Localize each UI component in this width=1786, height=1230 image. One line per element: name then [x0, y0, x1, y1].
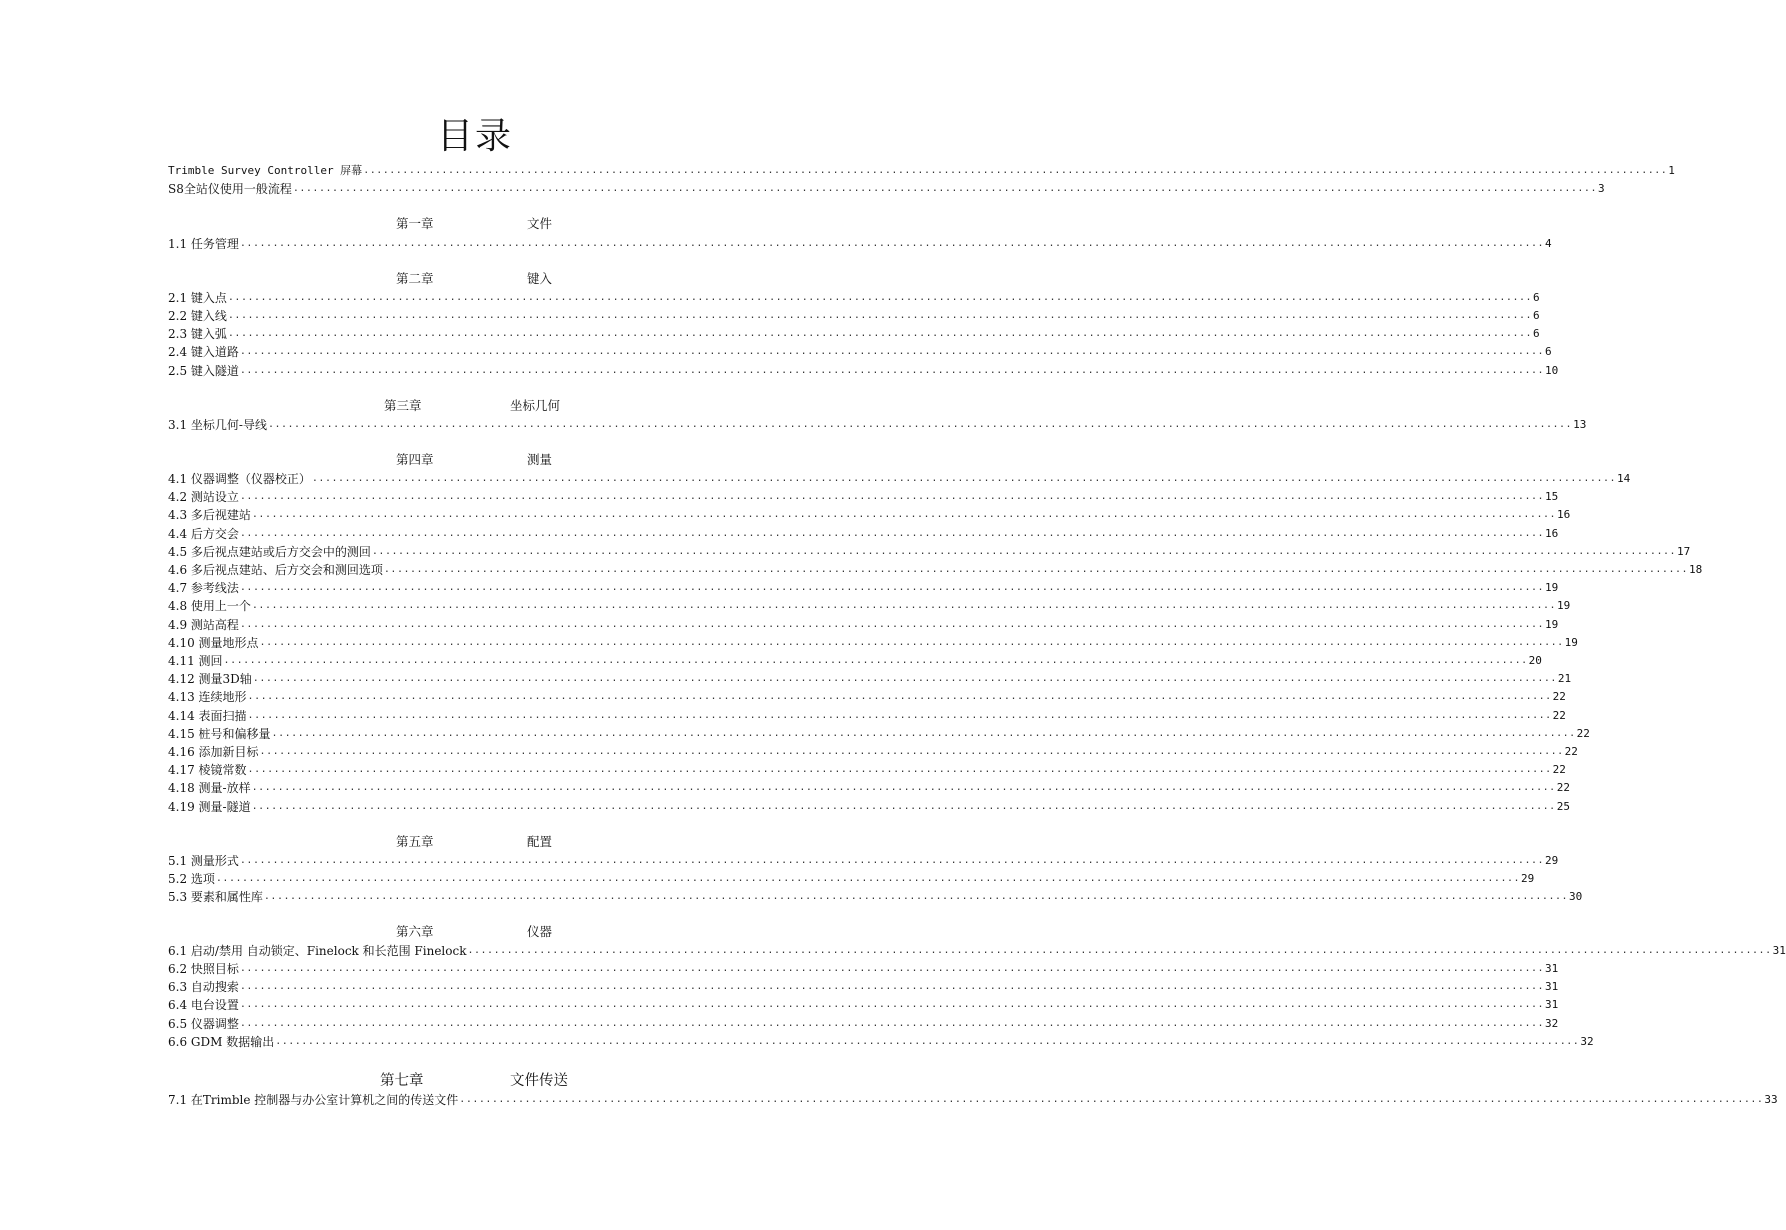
toc-entry-label: 4.10 测量地形点: [168, 635, 259, 650]
toc-entry[interactable]: [168, 886, 1583, 904]
chapter-heading: [168, 450, 782, 468]
toc-entry-page: 6: [1545, 345, 1552, 358]
toc-entry-label: 5.1 测量形式: [168, 854, 239, 868]
chapter-number: 第七章: [380, 1073, 424, 1089]
toc-entry[interactable]: [168, 523, 1559, 541]
toc-entry-label: 4.17 棱镜常数: [168, 763, 247, 778]
chapter-heading: [168, 269, 782, 287]
toc-entry[interactable]: [168, 632, 1578, 650]
toc-entry-label: 4.5 多后视点建站或后方交会中的测回: [168, 544, 371, 559]
chapter-number: 第六章: [396, 924, 434, 939]
leader-dots: ........................................................................................................................................................................................................: [239, 238, 1545, 249]
leader-dots: ........................................................................................................................................................................................................: [252, 673, 1557, 685]
chapter-heading: [168, 832, 782, 850]
toc-entry[interactable]: [168, 360, 1559, 378]
toc-entry-label: 4.12 测量3D轴: [168, 672, 252, 687]
leader-dots: ........................................................................................................................................................................................................: [239, 365, 1545, 376]
toc-entry[interactable]: [168, 958, 1559, 976]
toc-entry-label: 1.1 任务管理: [168, 237, 239, 251]
chapter-number: 第一章: [396, 216, 434, 231]
toc-entry-label: 2.1 键入点: [168, 291, 227, 305]
leader-dots: ........................................................................................................................................................................................................: [239, 999, 1545, 1010]
leader-dots: ........................................................................................................................................................................................................: [271, 727, 1576, 739]
toc-entry[interactable]: [168, 1031, 1594, 1049]
toc-entry-page: 22: [1552, 708, 1566, 722]
toc-entry-label: 4.14 表面扫描: [168, 708, 247, 723]
toc-entry-page: 3: [1597, 182, 1605, 195]
toc-entry[interactable]: [168, 1089, 1778, 1107]
leader-dots: ........................................................................................................................................................................................................: [292, 183, 1597, 194]
leader-dots: ........................................................................................................................................................................................................: [239, 346, 1545, 357]
toc-entry-page: 16: [1545, 526, 1559, 540]
toc-entry-page: 6: [1533, 291, 1540, 304]
toc-entry[interactable]: [168, 595, 1571, 614]
toc-entry-label: 5.3 要素和属性库: [168, 890, 263, 904]
toc-entry-label: 6.6 GDM 数据输出: [168, 1035, 275, 1049]
leader-dots: ........................................................................................................................................................................................................: [459, 1094, 1764, 1105]
chapter-name: 键入: [527, 271, 553, 286]
toc-entry-label: 4.11 测回: [168, 654, 223, 668]
toc-entry-label: 3.1 坐标几何-导线: [168, 418, 267, 432]
leader-dots: ........................................................................................................................................................................................................: [247, 691, 1552, 703]
toc-entry[interactable]: [168, 504, 1571, 523]
toc-entry[interactable]: [168, 777, 1570, 796]
toc-entry[interactable]: [168, 705, 1566, 723]
page-title: 目录: [436, 116, 513, 157]
toc-entry[interactable]: [168, 287, 1540, 305]
chapter-name: 仪器: [527, 924, 553, 939]
toc-entry-page: 31: [1545, 998, 1559, 1011]
toc-entry[interactable]: [168, 976, 1559, 994]
toc-entry-label: 4.16 添加新目标: [168, 745, 259, 759]
toc-entry[interactable]: [168, 559, 1703, 577]
toc-entry[interactable]: [168, 414, 1587, 432]
toc-entry-page: 19: [1545, 581, 1559, 595]
leader-dots: ........................................................................................................................................................................................................: [239, 618, 1545, 630]
toc-entry[interactable]: [168, 341, 1552, 359]
chapter-heading: [168, 1069, 782, 1087]
toc-entry-label: 4.7 参考线法: [168, 581, 239, 596]
leader-dots: ........................................................................................................................................................................................................: [251, 782, 1556, 794]
leader-dots: ........................................................................................................................................................................................................: [259, 636, 1564, 648]
leader-dots: ........................................................................................................................................................................................................: [251, 600, 1557, 612]
toc-entry-page: 13: [1573, 418, 1587, 431]
toc-entry[interactable]: [168, 868, 1535, 886]
toc-entry-page: 32: [1580, 1035, 1594, 1048]
toc-entry[interactable]: [168, 759, 1566, 778]
toc-entry-label: 2.4 键入道路: [168, 345, 239, 359]
leader-dots: ........................................................................................................................................................................................................: [251, 509, 1557, 521]
toc-entry[interactable]: [168, 723, 1590, 741]
leader-dots: ........................................................................................................................................................................................................: [247, 709, 1552, 721]
toc-entry[interactable]: [168, 994, 1559, 1012]
toc-entry[interactable]: [168, 686, 1566, 705]
toc-entry-page: 22: [1552, 690, 1566, 704]
toc-entry[interactable]: [168, 741, 1578, 759]
toc-entry-page: 22: [1552, 763, 1566, 777]
toc-entry-label: 6.2 快照目标: [168, 962, 239, 976]
toc-entry[interactable]: [168, 940, 1786, 958]
toc-entry[interactable]: [168, 796, 1570, 814]
toc-entry-page: 29: [1521, 872, 1535, 885]
toc-entry-page: 14: [1617, 472, 1631, 485]
toc-entry-page: 16: [1557, 508, 1571, 522]
leader-dots: ........................................................................................................................................................................................................: [371, 545, 1677, 557]
toc-entry-page: 15: [1545, 490, 1559, 504]
toc-entry-label: 4.18 测量-放样: [168, 781, 251, 796]
leader-dots: ........................................................................................................................................................................................................: [239, 491, 1545, 503]
toc-entry-label: 4.19 测量-隧道: [168, 799, 251, 814]
toc-entry-page: 31: [1772, 944, 1786, 957]
leader-dots: ........................................................................................................................................................................................................: [239, 963, 1545, 974]
chapter-number: 第五章: [396, 834, 434, 849]
toc-entry[interactable]: [168, 668, 1572, 687]
toc-entry-label: 6.4 电台设置: [168, 998, 239, 1012]
toc-entry-page: 31: [1545, 980, 1559, 993]
toc-entry-page: 10: [1545, 364, 1559, 377]
leader-dots: ........................................................................................................................................................................................................: [363, 165, 1668, 176]
toc-entry-label: 4.13 连续地形: [168, 690, 247, 705]
leader-dots: ........................................................................................................................................................................................................: [227, 310, 1533, 321]
toc-entry[interactable]: [168, 541, 1691, 559]
toc-entry[interactable]: [168, 233, 1552, 251]
leader-dots: ........................................................................................................................................................................................................: [311, 473, 1617, 484]
toc-entry[interactable]: [168, 160, 1675, 178]
toc-entry-label: 4.9 测站高程: [168, 617, 239, 632]
leader-dots: ........................................................................................................................................................................................................: [239, 1018, 1545, 1029]
leader-dots: ........................................................................................................................................................................................................: [239, 855, 1545, 866]
chapter-name: 测量: [527, 452, 553, 467]
chapter-name: 配置: [527, 834, 553, 849]
chapter-heading: [168, 396, 782, 414]
leader-dots: ........................................................................................................................................................................................................: [383, 564, 1689, 575]
toc-entry-page: 25: [1556, 799, 1570, 813]
chapter-name: 坐标几何: [510, 398, 561, 413]
toc-entry[interactable]: [168, 650, 1542, 668]
toc-entry-label: 7.1 在Trimble 控制器与办公室计算机之间的传送文件: [168, 1093, 459, 1107]
toc-entry-label: 4.2 测站设立: [168, 490, 239, 505]
toc-entry-label: S8全站仪使用一般流程: [168, 182, 292, 196]
toc-entry-label: 4.8 使用上一个: [168, 599, 251, 614]
leader-dots: ........................................................................................................................................................................................................: [227, 292, 1533, 303]
toc-entry-page: 31: [1545, 962, 1559, 975]
toc-entry-page: 33: [1764, 1093, 1778, 1106]
toc-entry[interactable]: [168, 1013, 1559, 1031]
leader-dots: ........................................................................................................................................................................................................: [227, 328, 1533, 339]
leader-dots: ........................................................................................................................................................................................................: [239, 981, 1545, 992]
toc-entry[interactable]: [168, 323, 1540, 341]
toc-entry-label: 2.5 键入隧道: [168, 364, 239, 378]
toc-entry-page: 4: [1545, 237, 1552, 250]
toc-entry-page: 17: [1677, 544, 1691, 558]
toc-entry-label: 4.15 桩号和偏移量: [168, 726, 271, 741]
toc-entry[interactable]: [168, 178, 1605, 196]
toc-entry-label: Trimble Survey Controller 屏幕: [168, 164, 363, 177]
toc-entry-page: 19: [1545, 617, 1559, 631]
chapter-number: 第二章: [396, 271, 434, 286]
toc-entry-page: 20: [1528, 654, 1542, 667]
chapter-name: 文件传送: [510, 1073, 568, 1089]
toc-entry-page: 19: [1564, 635, 1578, 649]
leader-dots: ........................................................................................................................................................................................................: [215, 873, 1521, 884]
leader-dots: ........................................................................................................................................................................................................: [267, 419, 1573, 430]
toc-entry-label: 4.3 多后视建站: [168, 508, 251, 523]
chapter-number: 第三章: [384, 398, 422, 413]
toc-entry[interactable]: [168, 486, 1559, 505]
toc-entry-page: 22: [1556, 781, 1570, 795]
leader-dots: ........................................................................................................................................................................................................: [223, 655, 1528, 666]
leader-dots: ........................................................................................................................................................................................................: [263, 891, 1569, 902]
toc-entry-label: 4.4 后方交会: [168, 526, 239, 541]
toc-entry-label: 6.1 启动/禁用 自动锁定、Finelock 和长范围 Finelock: [168, 944, 467, 958]
toc-entry[interactable]: [168, 468, 1631, 486]
toc-entry-page: 29: [1545, 854, 1559, 867]
toc-entry-page: 22: [1576, 726, 1590, 740]
leader-dots: ........................................................................................................................................................................................................: [275, 1036, 1580, 1047]
toc-entry-page: 22: [1564, 745, 1578, 758]
toc-entry-page: 1: [1668, 164, 1675, 177]
chapter-name: 文件: [527, 216, 553, 231]
toc-entry-label: 6.5 仪器调整: [168, 1017, 239, 1031]
chapter-heading: [168, 922, 782, 940]
toc-entry-page: 6: [1533, 309, 1540, 322]
toc-entry-page: 21: [1557, 672, 1572, 686]
toc-entry-page: 30: [1569, 890, 1583, 903]
leader-dots: ........................................................................................................................................................................................................: [247, 764, 1552, 776]
toc-entry[interactable]: [168, 614, 1559, 632]
toc-entry-page: 32: [1545, 1017, 1559, 1030]
leader-dots: ........................................................................................................................................................................................................: [259, 746, 1564, 757]
chapter-heading: [168, 214, 782, 232]
toc-entry-label: 4.1 仪器调整（仪器校正）: [168, 472, 311, 486]
leader-dots: ........................................................................................................................................................................................................: [239, 582, 1545, 594]
toc-entry-page: 19: [1557, 599, 1571, 613]
leader-dots: ........................................................................................................................................................................................................: [251, 800, 1556, 812]
toc-entry-label: 2.2 键入线: [168, 309, 227, 323]
toc-entry-page: 6: [1533, 327, 1540, 340]
toc-entry-label: 2.3 键入弧: [168, 327, 227, 341]
toc-entry[interactable]: [168, 577, 1559, 596]
chapter-number: 第四章: [396, 452, 434, 467]
toc-entry-label: 5.2 选项: [168, 872, 215, 886]
leader-dots: ........................................................................................................................................................................................................: [239, 527, 1545, 539]
toc-entry-label: 6.3 自动搜索: [168, 980, 239, 994]
toc-entry-label: 4.6 多后视点建站、后方交会和测回选项: [168, 563, 383, 577]
toc-entry-page: 18: [1689, 563, 1703, 576]
toc-entry[interactable]: [168, 850, 1559, 868]
toc-entry[interactable]: [168, 305, 1540, 323]
leader-dots: ........................................................................................................................................................................................................: [467, 945, 1772, 956]
